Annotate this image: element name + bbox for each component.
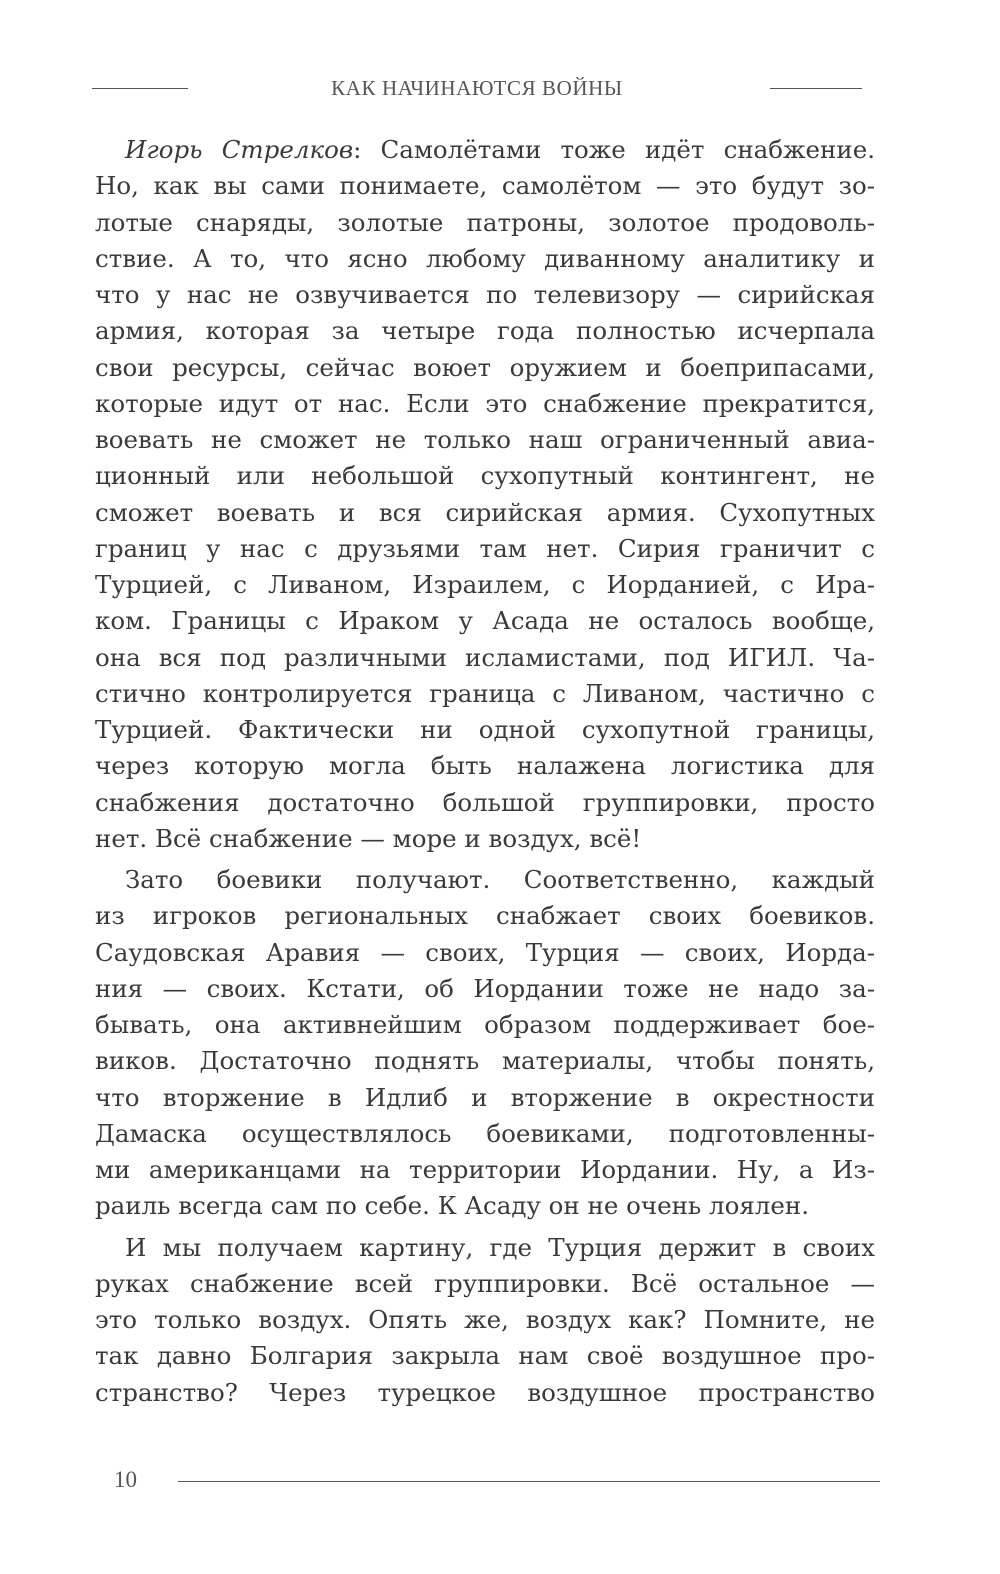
paragraph-line: воевать не сможет не только наш ограниченный авиа- — [95, 425, 875, 454]
paragraph-line: Но, как вы сами понимаете, самолётом — это будут зо- — [95, 171, 875, 201]
paragraph-line: ционный или небольшой сухопутный контингент, не — [95, 461, 875, 491]
body-text — [95, 132, 875, 1411]
footer-rule — [178, 1481, 880, 1482]
paragraph-line — [95, 132, 875, 168]
paragraph-line: через которую могла быть налажена логистика для — [95, 751, 875, 781]
paragraph-line: ком. Границы с Ираком у Асада не осталось вообще, — [95, 606, 875, 636]
paragraph-line: Турцией, с Ливаном, Израилем, с Иорданией, с Ира- — [95, 570, 875, 599]
paragraph-line: ми американцами на территории Иордании. Ну, а Из- — [95, 1155, 875, 1184]
paragraph-line: Саудовская Аравия — своих, Турция — своих, Иорда- — [95, 937, 875, 967]
paragraph-line: сможет воевать и вся сирийская армия. Сухопутных — [95, 497, 875, 527]
paragraph-line: свои ресурсы, сейчас воюет оружием и боеприпасами, — [95, 352, 875, 382]
paragraph-line: странство? Через турецкое воздушное пространство — [95, 1377, 875, 1407]
paragraph-line: ния — своих. Кстати, об Иордании тоже не надо за- — [95, 973, 875, 1003]
paragraph-line: армия, которая за четыре года полностью исчерпала — [95, 316, 875, 346]
paragraph-line: она вся под различными исламистами, под ИГИЛ. Ча- — [95, 642, 875, 672]
paragraph-line: стично контролируется граница с Ливаном, частично с — [95, 678, 875, 708]
paragraph-line: что у нас не озвучивается по телевизору — сирийская — [95, 280, 875, 309]
paragraph-3 — [95, 1230, 875, 1411]
speaker-name: Игорь Стрелков — [125, 135, 354, 164]
paragraph-line: руках снабжение всей группировки. Всё остальное — — [95, 1268, 875, 1298]
paragraph-line: раиль всегда сам по себе. К Асаду он не очень лоялен. — [95, 1191, 809, 1221]
running-header — [92, 68, 862, 108]
paragraph-line: ствие. А то, что ясно любому диванному аналитику и — [95, 243, 875, 273]
paragraph-line: Зато боевики получают. Соответственно, каждый — [125, 865, 875, 894]
paragraph-line: что вторжение в Идлиб и вторжение в окрестности — [95, 1082, 875, 1112]
header-rule-right — [770, 88, 862, 89]
paragraph-line: так давно Болгария закрыла нам своё воздушное про- — [95, 1341, 875, 1371]
paragraph-line: виков. Достаточно поднять материалы, чтобы понять, — [95, 1046, 875, 1076]
paragraph-line: нет. Всё снабжение — море и воздух, всё! — [95, 823, 642, 853]
page-number: 10 — [114, 1467, 137, 1492]
paragraph-line: это только воздух. Опять же, воздух как? Помните, не — [95, 1305, 875, 1334]
paragraph-line: И мы получаем картину, где Турция держит в своих — [125, 1232, 875, 1262]
paragraph-line: границ у нас с друзьями там нет. Сирия граничит с — [95, 533, 875, 563]
paragraph-line: Турцией. Фактически ни одной сухопутной границы, — [95, 715, 875, 744]
paragraph-line: Дамаска осуществлялось боевиками, подготовленны- — [95, 1118, 875, 1148]
paragraph-line: бывать, она активнейшим образом поддерживает бое- — [95, 1010, 875, 1039]
paragraph-line: лотые снаряды, золотые патроны, золотое продоволь- — [95, 207, 875, 237]
paragraph-1 — [95, 132, 875, 857]
paragraph-2 — [95, 862, 875, 1225]
paragraph-line: снабжения достаточно большой группировки, просто — [95, 787, 875, 817]
running-title: КАК НАЧИНАЮТСЯ ВОЙНЫ — [331, 76, 623, 100]
paragraph-line: которые идут от нас. Если это снабжение прекратится, — [95, 388, 875, 418]
paragraph-line: из игроков региональных снабжает своих боевиков. — [95, 901, 875, 931]
page-footer — [100, 1460, 880, 1500]
paragraph-line-rest: : Самолётами тоже идёт снабжение. — [353, 135, 875, 164]
